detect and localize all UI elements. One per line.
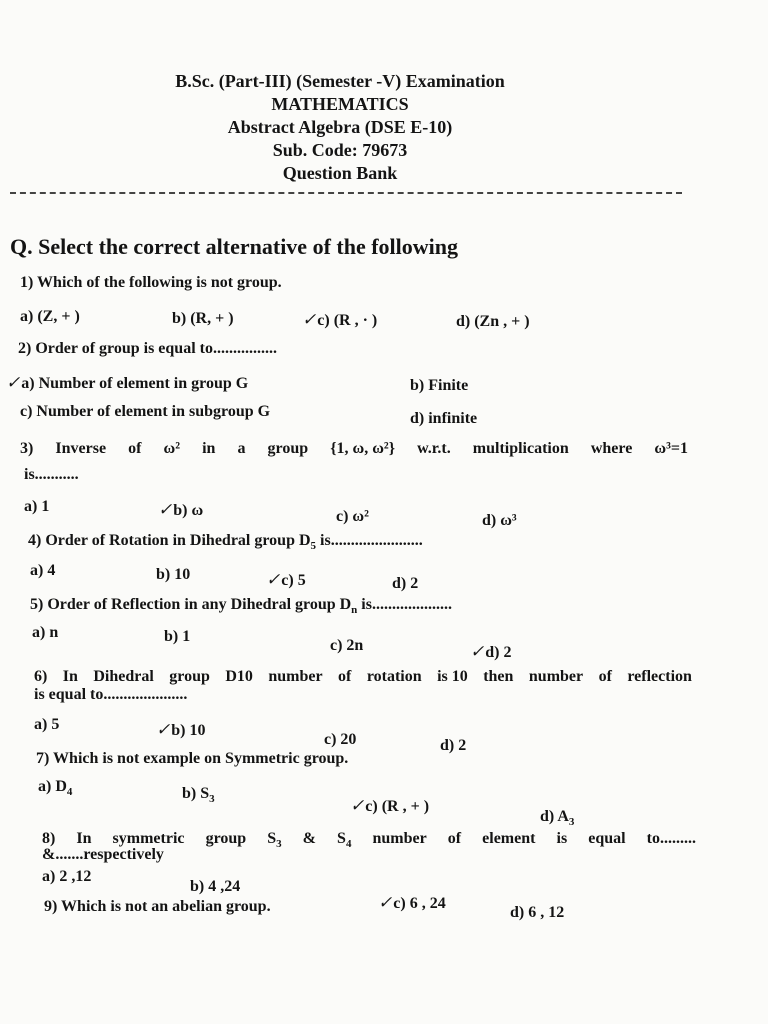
- question-6: 6) In Dihedral group D10 number of rotation is 10 then number of reflection: [34, 668, 692, 685]
- q3-option-c: c) ω²: [336, 508, 369, 525]
- checkmark-icon: ✓: [302, 310, 317, 329]
- q2-option-c: c) Number of element in subgroup G: [20, 403, 271, 420]
- question-2: 2) Order of group is equal to................: [18, 340, 277, 357]
- paper-title: Abstract Algebra (DSE E-10): [227, 117, 453, 137]
- checkmark-icon: ✓: [156, 720, 171, 739]
- q4-option-b: b) 10: [156, 566, 191, 583]
- q3-option-a: a) 1: [24, 498, 50, 515]
- question-3-line2: is...........: [24, 466, 79, 483]
- q3-option-b: ✓b) ω: [158, 500, 204, 519]
- q7-option-c: ✓c) (R , + ): [350, 796, 430, 815]
- q8-option-a: a) 2 ,12: [42, 868, 92, 885]
- section-title: Q. Select the correct alternative of the following: [10, 234, 459, 259]
- q5-option-b: b) 1: [164, 628, 191, 645]
- question-7: 7) Which is not example on Symmetric group.: [36, 750, 349, 767]
- q7-option-b: b) $S_3$: [182, 785, 215, 806]
- q2-option-d: d) infinite: [410, 410, 478, 427]
- question-9: 9) Which is not an abelian group.: [44, 898, 271, 915]
- q1-option-a: a) (Z, + ): [20, 308, 80, 325]
- q1-option-d: d) (Zn , + ): [456, 313, 530, 330]
- q7-option-a: a) $D_4$: [38, 778, 73, 799]
- checkmark-icon: ✓: [470, 642, 485, 661]
- q7-option-d: d) $A_3$: [540, 808, 575, 829]
- question-5: 5) Order of Reflection in any Dihedral group $D_n$ is....................: [30, 596, 452, 617]
- document-type: Question Bank: [282, 163, 398, 183]
- question-8: 8) In symmetric group $S_3$ & $S_4$ number of element is equal to.........: [42, 830, 696, 851]
- q3-option-d: d) ω³: [482, 512, 517, 529]
- q8-option-d: d) 6 , 12: [510, 904, 565, 921]
- question-3: 3) Inverse of ω² in a group {1, ω, ω²} w.r.t. multiplication where ω³=1: [20, 440, 688, 457]
- checkmark-icon: ✓: [266, 570, 281, 589]
- q6-option-a: a) 5: [34, 716, 60, 733]
- checkmark-icon: ✓: [158, 500, 173, 519]
- exam-header: [0, 70, 680, 185]
- q2-option-b: b) Finite: [410, 377, 469, 394]
- checkmark-icon: ✓: [6, 373, 21, 392]
- q1-option-b: b) (R, + ): [172, 310, 234, 327]
- q1-option-c: ✓c) (R , · ): [302, 310, 378, 329]
- question-8-line2: &.......respectively: [42, 846, 164, 863]
- q5-option-a: a) n: [32, 624, 59, 641]
- q8-option-b: b) 4 ,24: [190, 878, 241, 895]
- subject-code: Sub. Code: 79673: [272, 140, 408, 160]
- dashed-divider: [10, 192, 682, 194]
- checkmark-icon: ✓: [378, 893, 393, 912]
- q6-option-b: ✓b) 10: [156, 720, 206, 739]
- question-1: 1) Which of the following is not group.: [20, 274, 282, 291]
- exam-title: B.Sc. (Part-III) (Semester -V) Examination: [175, 71, 505, 91]
- q6-option-c: c) 20: [324, 731, 357, 748]
- q8-option-c: ✓c) 6 , 24: [378, 893, 446, 912]
- q6-option-d: d) 2: [440, 737, 467, 754]
- q4-option-d: d) 2: [392, 575, 419, 592]
- q2-option-a: ✓a) Number of element in group G: [6, 373, 249, 392]
- q5-option-c: c) 2n: [330, 637, 364, 654]
- question-6-line2: is equal to.....................: [34, 686, 188, 703]
- subject-title: MATHEMATICS: [271, 94, 409, 114]
- q4-option-a: a) 4: [30, 562, 56, 579]
- q5-option-d: ✓d) 2: [470, 642, 512, 661]
- checkmark-icon: ✓: [350, 796, 365, 815]
- q4-option-c: ✓c) 5: [266, 570, 306, 589]
- question-4: 4) Order of Rotation in Dihedral group $D_5$ is.......................: [28, 532, 423, 553]
